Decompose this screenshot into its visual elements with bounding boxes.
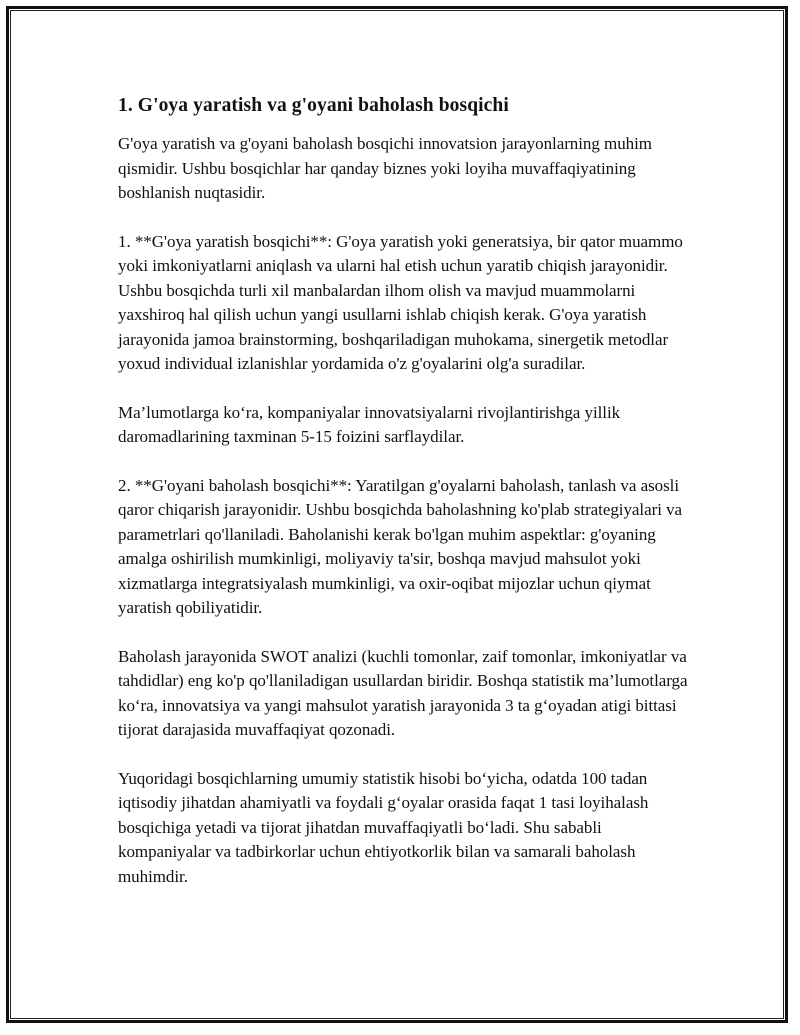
intro-paragraph: G'oya yaratish va g'oyani baholash bosqichi innovatsion jarayonlarning muhim qismidir. Ushbu bosqichlar har qanday biznes yoki loyiha muvaffaqiyatining boshlanish nuqtasidir. xyxy=(118,134,652,202)
section-heading: 1. G'oya yaratish va g'oyani baholash bosqichi xyxy=(118,95,509,116)
summary-paragraph: Yuqoridagi bosqichlarning umumiy statistik hisobi bo‘yicha, odatda 100 tadan iqtisodiy jihatdan ahamiyatli va foydali g‘oyalar orasida faqat 1 tasi loyihalash bosqichiga yetadi va tijorat jihatdan muvaffaqiyatli bo‘ladi. Shu sababli kompaniyalar va tadbirkorlar uchun ehtiyotkorlik bilan va samarali baholash muhimdir. xyxy=(118,768,649,886)
idea-evaluation-paragraph: 2. **G'oyani baholash bosqichi**: Yaratilgan g'oyalarni baholash, tanlash va asosli qaror chiqarish jarayonidir. Ushbu bosqichda baholashning ko'plab strategiyalari va parametrlari qo'llaniladi. Baholanishi kerak bo'lgan muhim aspektlar: g'oyaning amalga oshirilish mumkinligi, moliyaviy ta'sir, boshqa mavjud mahsulot yoki xizmatlarga integratsiyalash mumkinligi, va oxir-oqibat mijozlar uchun qiymat yaratish qobiliyatidir. xyxy=(118,475,683,617)
swot-paragraph: Baholash jarayonida SWOT analizi (kuchli tomonlar, zaif tomonlar, imkoniyatlar va tahdidlar) eng ko'p qo'llaniladigan usullardan biridir. Boshqa statistik ma’lumotlarga ko‘ra, innovatsiya va yangi mahsulot yaratish jarayonida 3 ta g‘oyadan atigi bittasi tijorat darajasida muvaffaqiyat qozonadi. xyxy=(118,646,688,739)
investment-statistic-paragraph: Ma’lumotlarga ko‘ra, kompaniyalar innovatsiyalarni rivojlantirishga yillik daromadlarining taxminan 5-15 foizini sarflaydilar. xyxy=(118,402,621,446)
idea-generation-paragraph: 1. **G'oya yaratish bosqichi**: G'oya yaratish yoki generatsiya, bir qator muammo yoki imkoniyatlarni aniqlash va ularni hal etish uchun yaratib chiqish jarayonidir. Ushbu bosqichda turli xil manbalardan ilhom olish va mavjud muammolarni yaxshiroq hal qilish uchun yangi usullarni ishlab chiqish kerak. G'oya yaratish jarayonida jamoa brainstorming, boshqariladigan muhokama, sinergetik metodlar yoxud individual izlanishlar yordamida o'z g'oyalarini olg'a suradilar. xyxy=(118,231,683,373)
document-body xyxy=(118,92,693,913)
